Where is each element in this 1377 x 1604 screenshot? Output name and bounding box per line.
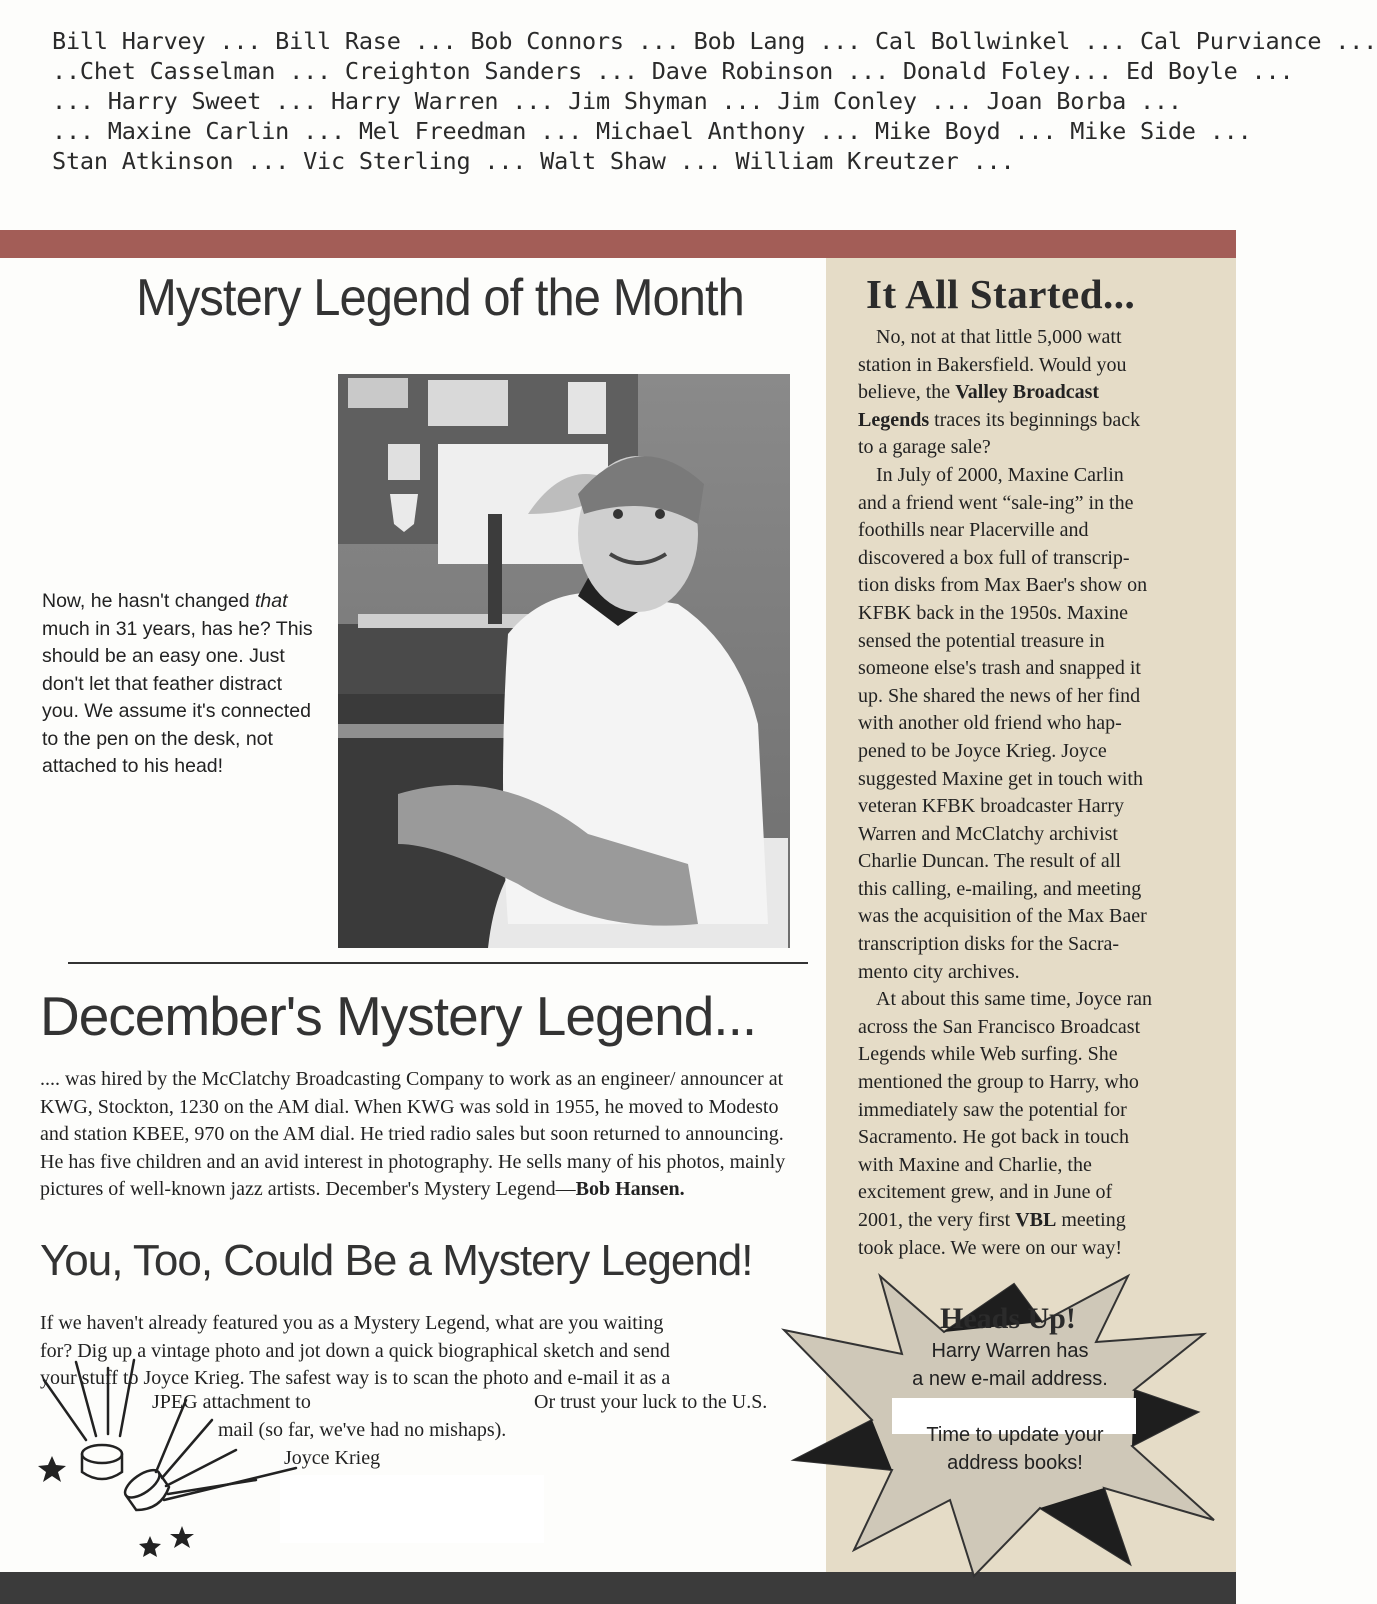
redacted-area — [280, 1475, 544, 1543]
mail-text: mail (so far, we've had no mishaps). — [218, 1419, 507, 1441]
name-list-line: ... Maxine Carlin ... Mel Freedman ... Michael Anthony ... Mike Boyd ... Mike Side ... — [52, 117, 1252, 145]
name-list-line: ... Harry Sweet ... Harry Warren ... Jim Shyman ... Jim Conley ... Joan Borba ... — [52, 87, 1182, 115]
story-line: with Maxine and Charlie, the — [858, 1153, 1092, 1176]
story-line: Charlie Duncan. The result of all — [858, 850, 1121, 873]
story-line: 2001, the very first VBL meeting — [858, 1209, 1126, 1231]
photo-caption: Now, he hasn't changed that much in 31 years, has he? This should be an easy one. Just don't let that feather distract you. We assume it's connected to the pen on the desk, not attached to his head! — [42, 590, 313, 777]
story-line: veteran KFBK broadcaster Harry — [858, 795, 1125, 818]
story-line: this calling, e-mailing, and meeting — [858, 877, 1142, 900]
story-line: No, not at that little 5,000 watt — [876, 326, 1122, 348]
legends-name-list — [52, 26, 1377, 176]
story-line: sensed the potential treasure in — [858, 629, 1105, 652]
story-emphasis: Legends — [858, 408, 930, 431]
story-line: Legends traces its beginnings back — [858, 408, 1141, 431]
spotlight-stars-icon — [36, 1360, 306, 1560]
story-line: Warren and McClatchy archivist — [858, 822, 1118, 845]
you-too-paragraph: If we haven't already featured you as a Mystery Legend, what are you waiting for? Dig up a vintage photo and jot down a quick biographical sketch and send your stuff to Joyce Krieg. The safest way is to scan the photo and e-mail it as a — [40, 1312, 671, 1389]
story-line: KFBK back in the 1950s. Maxine — [858, 601, 1128, 624]
jpeg-attachment-text: JPEG attachment to — [152, 1391, 311, 1413]
story-line: was the acquisition of the Max Baer — [858, 905, 1147, 928]
story-line: Sacramento. He got back in touch — [858, 1126, 1130, 1149]
story-line: to a garage sale? — [858, 436, 991, 459]
caption-emphasis: that — [254, 590, 288, 612]
story-line: and a friend went “sale-ing” in the — [858, 491, 1134, 514]
name-list-line: Bill Harvey ... Bill Rase ... Bob Connors ... Bob Lang ... Cal Bollwinkel ... Cal Purviance ... — [52, 27, 1377, 55]
vintage-photo-illustration — [338, 374, 790, 948]
section-divider — [68, 962, 808, 964]
story-line: mento city archives. — [858, 960, 1020, 983]
story-line: foothills near Placerville and — [858, 519, 1089, 542]
story-line: station in Bakersfield. Would you — [858, 353, 1127, 376]
heads-up-line: Time to update your — [926, 1424, 1104, 1446]
trust-your-luck-text: Or trust your luck to the U.S. — [534, 1391, 768, 1413]
story-line: suggested Maxine get in touch with — [858, 767, 1143, 790]
name-list-line: Stan Atkinson ... Vic Sterling ... Walt Shaw ... William Kreutzer ... — [52, 147, 1015, 175]
heads-up-line: address books! — [947, 1452, 1083, 1474]
mystery-legend-heading: Mystery Legend of the Month — [136, 269, 744, 327]
december-legend-heading: December's Mystery Legend... — [40, 985, 757, 1047]
top-color-band — [0, 230, 1236, 258]
story-line: mentioned the group to Harry, who — [858, 1071, 1139, 1094]
story-line: transcription disks for the Sacra- — [858, 933, 1120, 956]
name-list-line: ..Chet Casselman ... Creighton Sanders ... Dave Robinson ... Donald Foley... Ed Boyle ... — [52, 57, 1294, 85]
legend-answer: Bob Hansen. — [575, 1178, 685, 1200]
story-line: Legends while Web surfing. She — [858, 1043, 1118, 1066]
story-line: excitement grew, and in June of — [858, 1181, 1113, 1204]
story-line: immediately saw the potential for — [858, 1098, 1127, 1121]
story-emphasis: VBL — [1015, 1209, 1057, 1231]
heads-up-line: Harry Warren has — [931, 1340, 1089, 1362]
signature-name: Joyce Krieg — [284, 1447, 381, 1469]
story-line: At about this same time, Joyce ran — [876, 988, 1153, 1011]
story-line: discovered a box full of transcrip- — [858, 546, 1130, 569]
story-line: took place. We were on our way! — [858, 1236, 1123, 1259]
story-line: pened to be Joyce Krieg. Joyce — [858, 739, 1107, 762]
story-line: up. She shared the news of her find — [858, 684, 1141, 707]
heads-up-title: Heads Up! — [940, 1302, 1076, 1335]
story-emphasis: Valley Broadcast — [955, 381, 1100, 404]
it-all-started-heading: It All Started... — [866, 271, 1136, 317]
story-line: In July of 2000, Maxine Carlin — [876, 463, 1124, 486]
mystery-legend-photo — [338, 374, 790, 948]
you-too-heading: You, Too, Could Be a Mystery Legend! — [40, 1236, 753, 1285]
heads-up-line: a new e-mail address. — [912, 1368, 1108, 1390]
story-line: believe, the Valley Broadcast — [858, 381, 1100, 404]
december-legend-paragraph: .... was hired by the McClatchy Broadcasting Company to work as an engineer/ announcer at KWG, Stockton, 1230 on the AM dial. When KWG was sold in 1955, he moved to Modesto and station KBEE, 970 on the AM dial. He tried radio sales but soon returned to announcing. He has five children and an avid interest in photography. He sells many of his photos, mainly pictures of well-known jazz artists. December's Mystery Legend—Bob Hansen. — [40, 1068, 786, 1200]
story-line: with another old friend who hap- — [858, 712, 1122, 735]
story-line: across the San Francisco Broadcast — [858, 1015, 1141, 1038]
story-line: tion disks from Max Baer's show on — [858, 574, 1148, 597]
story-line: someone else's trash and snapped it — [858, 657, 1141, 680]
it-all-started-story — [858, 324, 1190, 1262]
